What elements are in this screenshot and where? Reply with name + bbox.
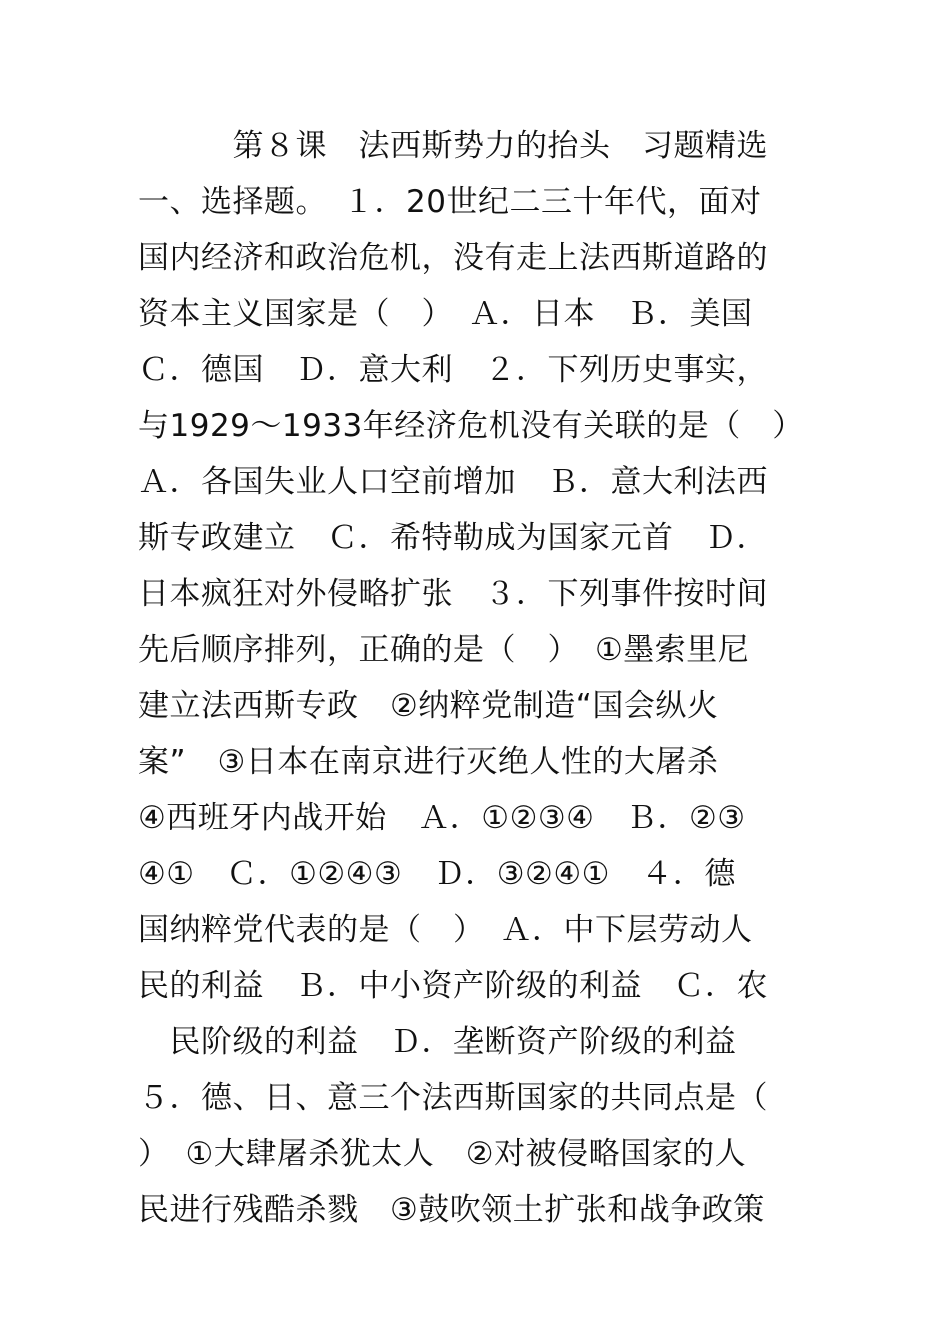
text-line-19: ） ①大肆屠杀犹太人 ②对被侵略国家的人 (138, 1136, 747, 1172)
text-line-12: 案” ③日本在南京进行灭绝人性的大屠杀 (138, 744, 719, 780)
text-line-8: 斯专政建立 Ｃ．希特勒成为国家元首 Ｄ． (138, 520, 768, 556)
text-line-13: ④西班牙内战开始 Ａ．①②③④ Ｂ．②③ (138, 800, 746, 836)
text-line-9: 日本疯狂对外侵略扩张 ３．下列事件按时间 (138, 576, 768, 612)
text-line-16: 民的利益 Ｂ．中小资产阶级的利益 Ｃ．农 (138, 968, 768, 1004)
text-line-7: Ａ．各国失业人口空前增加 Ｂ．意大利法西 (138, 464, 768, 500)
text-line-2: 一、选择题。 １．20世纪二三十年代，面对 (138, 184, 762, 220)
text-line-1: 第８课 法西斯势力的抬头 习题精选 (138, 128, 768, 164)
text-line-18: ５．德、日、意三个法西斯国家的共同点是（ (138, 1080, 768, 1116)
text-line-15: 国纳粹党代表的是（ ） Ａ．中下层劳动人 (138, 912, 753, 948)
text-line-3: 国内经济和政治危机，没有走上法西斯道路的 (138, 240, 768, 276)
text-line-6: 与1929～1933年经济危机没有关联的是（ ） (138, 408, 804, 444)
text-line-17: 民阶级的利益 Ｄ．垄断资产阶级的利益 (138, 1024, 737, 1060)
text-line-11: 建立法西斯专政 ②纳粹党制造“国会纵火 (138, 688, 719, 724)
text-line-4: 资本主义国家是（ ） Ａ．日本 Ｂ．美国 (138, 296, 753, 332)
text-line-5: Ｃ．德国 Ｄ．意大利 ２．下列历史事实， (138, 352, 768, 388)
text-line-14: ④① Ｃ．①②④③ Ｄ．③②④① ４．德 (138, 856, 736, 892)
text-line-10: 先后顺序排列，正确的是（ ） ①墨索里尼 (138, 632, 750, 668)
text-line-20: 民进行残酷杀戮 ③鼓吹领土扩张和战争政策 (138, 1192, 765, 1228)
